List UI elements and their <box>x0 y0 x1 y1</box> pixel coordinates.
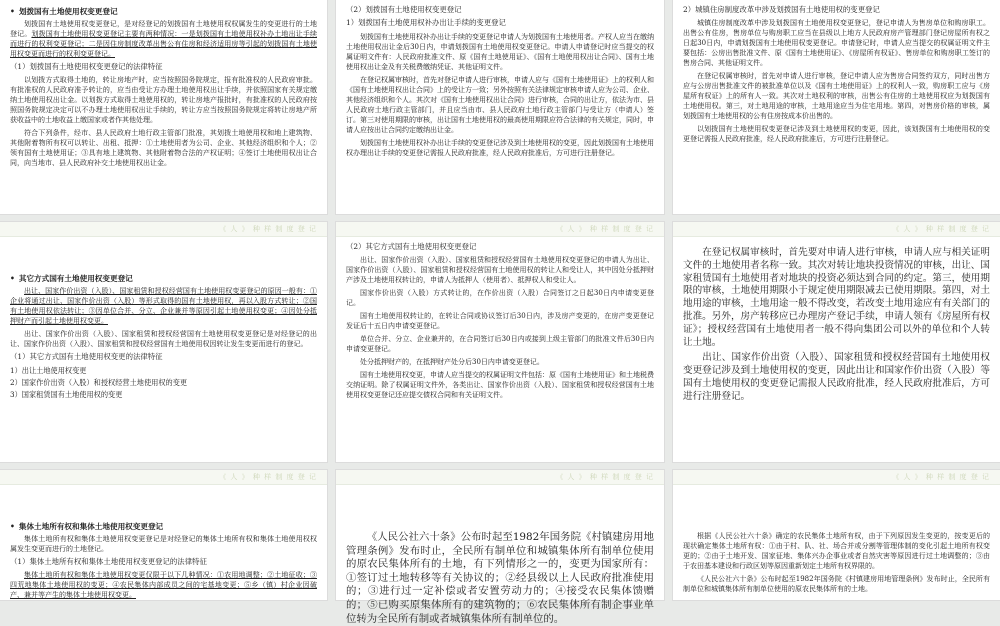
underlined-text: 集体土地所有权和集体土地使用权变更仅限于以下几种情况：①农用地调整；②土地征收；③四荒地集体土地使用权的变更；④农民集体内部成员之间的宅基地变更；⑤乡（镇）村企业因破产、兼并等产生的集体土地使用权变更。 <box>10 571 317 600</box>
paragraph: 以划拨方式取得土地的，转让房地产时，应当按照国务院规定，报有批准权的人民政府审批。有批准权的人民政府准予转让的，应当由受让方办理土地使用权出让手续，并依照国家有关规定缴纳土地使用权出让金。以划拨方式取得土地使用权的，转让房地产报批时，有批准权的人民政府按照国务院规定决定可以不办理土地使用权出让手续的，转让方应当按照国务院规定将转让房地产所获收益中的土地收益上缴国家或者作其他处理。 <box>10 76 317 125</box>
paragraph: 出让、国家作价出资（入股）、国家租赁和授权经营国有土地使用权变更登记是对经登记的出让、国家作价出资（入股）、国家租赁和授权经营国有土地使用权因转让发生变更而进行的登记。 <box>10 330 317 348</box>
paragraph: 城镇住房制度改革中涉及划拨国有土地使用权变更登记，登记申请人为售房单位和购房职工。出售公有住房，售房单位与购房职工应当在县级以上地方人民政府房产管理部门登记房屋所有权之日起30日内，申请划拨国有土地使用权变更登记。申请登记时，申请人应当提交的权属证明文件主要包括：公房出售批准文件、原《国有土地使用证》、《房屋所有权证》、售房单位和购房职工签订的售房合同、其他证明文件。 <box>683 19 990 68</box>
slide-header <box>673 470 1000 485</box>
spacer <box>683 489 990 531</box>
section-subtitle: （1）其它方式国有土地使用权变更的法律特征 <box>10 352 163 361</box>
paragraph: 《人民公社六十条》公布时起至1982年国务院《村镇建房用地管理条例》发布时止，全民所有制单位和城镇集体所有制单位使用的原农民集体所有的土地。 <box>683 575 990 593</box>
slide-header <box>0 222 327 237</box>
slide-8[interactable] <box>336 470 664 625</box>
spacer <box>10 241 317 271</box>
paragraph: 国家作价出资（入股）方式转让的，在作价出资（入股）合同签订之日起30日内申请变更登记。 <box>346 289 654 308</box>
paragraph: 根据《人民公社六十条》确定的农民集体土地所有权，由于下列原因发生变更的，按变更后的现状确定集体土地所有权：①由于村、队、社、场合并或分割等管理体制的变化引起土地所有权变更的；②由于土地开发、国家征地、集体兴办企事业或者自然灾害等原因进行过土地调整的；③由于农田基本建设和行政区划等原因重新划定土地所有权界限的。 <box>683 532 990 570</box>
paragraph: 单位合并、分立、企业兼并的，在合同签订后30日内或接到上级主管部门的批准文件后30日内申请变更登记。 <box>346 335 654 354</box>
slide-6[interactable] <box>673 222 1000 462</box>
watermark: 《 人 》 种 样 制 度 登 记 <box>556 225 654 233</box>
paragraph: 划拨国有土地使用权补办出让手续的变更登记涉及到土地使用权的变更，因此划拨国有土地使用权办理出让手续的变更登记需报人民政府批准，经人民政府批准后，方可进行注册登记。 <box>346 138 654 157</box>
watermark: 《 人 》 种 样 制 度 登 记 <box>219 225 317 233</box>
underlined-text <box>10 286 317 326</box>
paragraph <box>10 19 317 59</box>
paragraph: 集体土地所有权和集体土地使用权变更登记是对经登记的集体土地所有权和集体土地使用权权属发生变更而进行的土地登记。 <box>10 535 317 553</box>
watermark: 《 人 》 种 样 制 度 登 记 <box>892 225 990 233</box>
slide-7[interactable] <box>0 470 327 600</box>
spacer <box>346 489 654 531</box>
list-item: 1）出让土地使用权变更 <box>10 366 87 376</box>
section-subtitle: （2）划拨国有土地使用权变更登记 <box>346 5 462 14</box>
slide-title: • 其它方式国有土地使用权变更登记 <box>10 273 317 284</box>
slide-header <box>336 222 664 237</box>
slide-3[interactable] <box>673 0 1000 214</box>
paragraph: 处分抵押财产的，在抵押财产处分后30日内申请变更登记。 <box>360 358 544 367</box>
section-subtitle: 1）划拨国有土地使用权补办出让手续的变更登记 <box>346 18 506 28</box>
slide-1[interactable] <box>0 0 327 214</box>
slide-title: • 划拨国有土地使用权变更登记 <box>10 6 317 17</box>
slide-9[interactable] <box>673 470 1000 600</box>
watermark: 《 人 》 种 样 制 度 登 记 <box>556 473 654 481</box>
underlined-text: 划拨国有土地使用权变更登记主要有两种情况：一是划拨国有土地使用权补办土地出让手续而进行的权利变更登记；二是因住房制度改革出售公有住房和经济适用房等引起的划拨国有土地使用权变更而进行的权利变更登记。 <box>10 30 318 58</box>
slide-header <box>673 222 1000 237</box>
section-subtitle: 2）城镇住房制度改革中涉及划拨国有土地使用权的变更登记 <box>683 5 880 14</box>
paragraph: 符合下列条件，经市、县人民政府土地行政主管部门批准，其划拨土地使用权和地上建筑物、其他附着物所有权可以转让、出租、抵押：①土地使用者为公司、企业、其他经济组织和个人；②领有国有土地使用证；③具有地上建筑物、其他附着物合法的产权证明；④签订土地使用权出让合同，向当地市、县人民政府补交土地使用权出让金。 <box>10 129 317 168</box>
slide-header <box>336 470 664 485</box>
section-subtitle: （1）划拨国有土地使用权变更登记的法律特征 <box>10 62 163 71</box>
watermark: 《 人 》 种 样 制 度 登 记 <box>219 473 317 481</box>
paragraph: 在登记权属审核时，首先对申请人进行审核，登记申请人应为售房合同签约双方，同时出售方应与公房出售批准文件的被批准单位以及《国有土地使用证》上的权利人一致，购房职工应与《房屋所有权证》上的所有人一致。其次对土地权利的审核，出售公有住房的土地使用权应为划拨国有土地使用权。第三，对土地用途的审核，土地用途应当为住宅用地。第四，对售房价格的审核，属划拨国有土地使用权的公有住房按成本价出售的。 <box>683 72 990 121</box>
section-subtitle: （2）其它方式国有土地使用权变更登记 <box>346 242 477 251</box>
list-item: 3）国家租赁国有土地使用权的变更 <box>10 390 123 400</box>
paragraph: 出让、国家作价出资（入股）、国家租赁和授权经营国有土地使用权变更登记的申请人为出让、国家作价出资（入股）、国家租赁和授权经营国有土地使用权的转让人和受让人，其中因处分抵押财产涉及土地使用权转让的，申请人为抵押人（使用者）、抵押权人和受让人。 <box>346 256 654 285</box>
paragraph: 划拨国有土地使用权补办出让手续的变更登记申请人为划拨国有土地使用者。产权人应当在缴纳土地使用权出让金后30日内，申请划拨国有土地使用权变更登记。申请人申请登记时应当提交的权属证明文件有：人民政府批准文件、原《国有土地使用证》、《国有土地使用权出让合同》、国有土地使用权出让金及有关税费缴纳凭证、其他证明文件。 <box>346 32 654 71</box>
list-item: 2）国家作价出资（入股）和授权经营土地使用权的变更 <box>10 378 188 388</box>
paragraph-text: 出让、国家作价出资（入股）、国家租赁和授权经营国有土地使用权变更登记的原因一般有： <box>24 287 310 295</box>
spacer <box>10 489 317 519</box>
paragraph: 出让、国家作价出资（入股）、国家租赁和授权经营国有土地使用权变更登记涉及到土地使用权的变更，因此出让和国家作价出资（入股）等国有土地使用权的变更登记需报人民政府批准，经人民政府批准后，方可进行注册登记。 <box>683 352 990 402</box>
paragraph: 在登记权属审核时，首先要对申请人进行审核，申请人应与相关证明文件的土地使用者名称一致。其次对转让地块投资情况的审核，出让、国家租赁国有土地使用者对地块的投资必须达到合同的约定。第三，使用期限的审核，土地使用期限小于规定使用期限减去已使用期限。第四，对土地用途的审核，土地用途一般不得改变，若改变土地用途应有有关部门的批准。另外，房产转移应已办理房产登记手续，申请人领有《房屋所有权证》；授权经营国有土地使用者一般不得向集团公司以外的单位和个人转让土地。 <box>683 247 990 348</box>
slide-2[interactable] <box>336 0 664 214</box>
watermark: 《 人 》 种 样 制 度 登 记 <box>892 473 990 481</box>
paragraph: 《人民公社六十条》公布时起至1982年国务院《村镇建房用地管理条例》发布时止，全民所有制单位和城镇集体所有制单位使用的原农民集体所有的土地，有下列情形之一的，变更为国家所有：①签订过土地转移等有关协议的；②经县级以上人民政府批准使用的；③进行过一定补偿或者安置劳动力的；④接受农民集体馈赠的；⑤已购买原集体所有的建筑物的；⑥农民集体所有制企事业单位转为全民所有制或者城镇集体所有制单位的。 <box>346 531 654 625</box>
slide-5[interactable] <box>336 222 664 462</box>
paragraph: 在登记权属审核时，首先对登记申请人进行审核，申请人应与《国有土地使用证》上的权利人和《国有土地使用权出让合同》上的受让方一致；另外按照有关法律规定审核申请人应为公司、企业、其他经济组织和个人。其次对《国有土地使用权出让合同》进行审核，合同的出让方，依法为市、县人民政府土地行政主管部门，并且应当由市、县人民政府土地行政主管部门与受让方（申请人）签订。第三对使用期限的审核，出让国有土地使用权的最高使用期限应符合法律的有关规定，同时，申请人应按出让合同约定缴纳出让金。 <box>346 75 654 134</box>
paragraph: 国有土地使用权转让的，在转让合同或协议签订后30日内，涉及房产变更的，在房产变更登记发证后十五日内申请变更登记。 <box>346 312 654 331</box>
paragraph: 国有土地使用权变更，申请人应当提交的权属证明文件包括：原《国有土地使用证》和土地税费交纳证明。除了权属证明文件外，各类出让、国家作价出资（入股）、国家租赁和授权经营国有土地使用权变更登记还应提交债权合同和有关证明文件。 <box>346 371 654 400</box>
slide-4[interactable] <box>0 222 327 462</box>
slide-header <box>0 470 327 485</box>
slide-title: • 集体土地所有权和集体土地使用权变更登记 <box>10 521 317 532</box>
section-subtitle: （1）集体土地所有权和集体土地使用权变更登记的法律特征 <box>10 557 207 566</box>
paragraph: 以划拨国有土地使用权变更登记涉及到土地使用权的变更，因此，该划拨国有土地使用权的变更登记需报人民政府批准，经人民政府批准后，方可进行注册登记。 <box>683 125 990 144</box>
paragraph-text: ①企业将通过出让、国家作价出资（入股）等形式取得的国有土地使用权，再以入股方式转让；②国有土地使用权依法转让；③因单位合并、分立、企业兼并等原因引起土地使用权变更；④因处分抵押财产而引起土地使用权变更。 <box>10 287 317 325</box>
paragraph-text: 划拨国有土地使用权变更登记，是对经登记的划拨国有土地使用权权属发生的变更进行的土地登记。 <box>10 20 317 38</box>
